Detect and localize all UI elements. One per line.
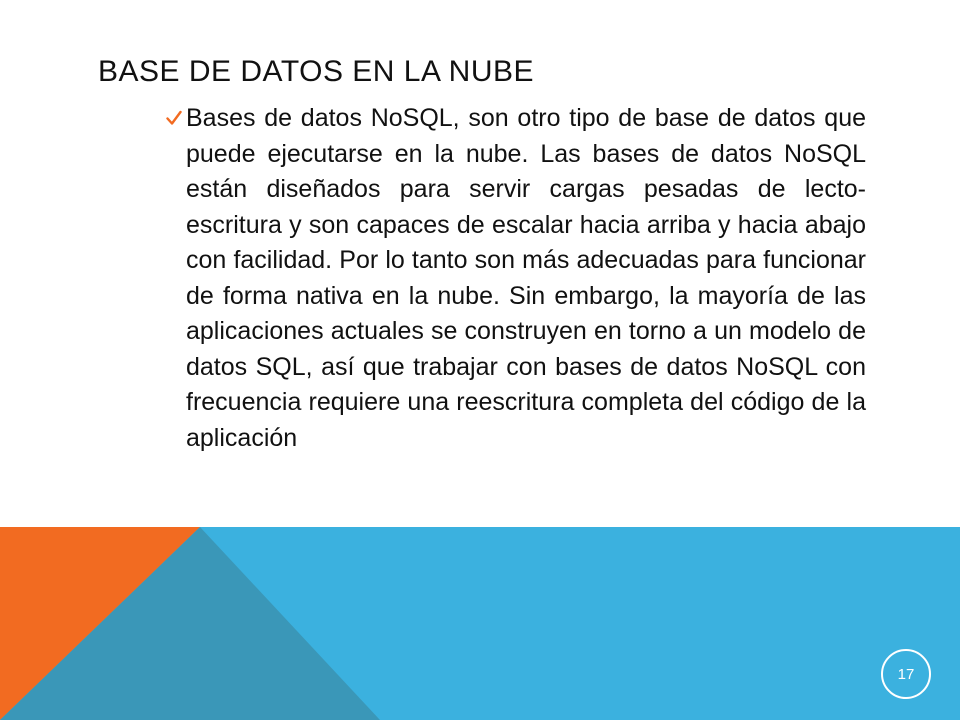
bullet-text: Bases de datos NoSQL, son otro tipo de base de datos que puede ejecutarse en la nube. Las bases de datos NoSQL están diseñados para servir cargas pesadas de lecto-escritura y son capaces de escalar hacia arriba y hacia abajo con facilidad. Por lo tanto son más adecuadas para funcionar de forma nativa en la nube. Sin embargo, la mayoría de las aplicaciones actuales se construyen en torno a un modelo de datos SQL, así que trabajar con bases de datos NoSQL con frecuencia requiere una reescritura completa del código de la aplicación [186,104,866,452]
checkmark-icon [166,110,182,126]
slide-title: BASE DE DATOS EN LA NUBE [98,55,535,88]
page-number-badge [881,649,931,699]
bullet-item [186,101,866,456]
page-number: 17 [897,665,915,683]
